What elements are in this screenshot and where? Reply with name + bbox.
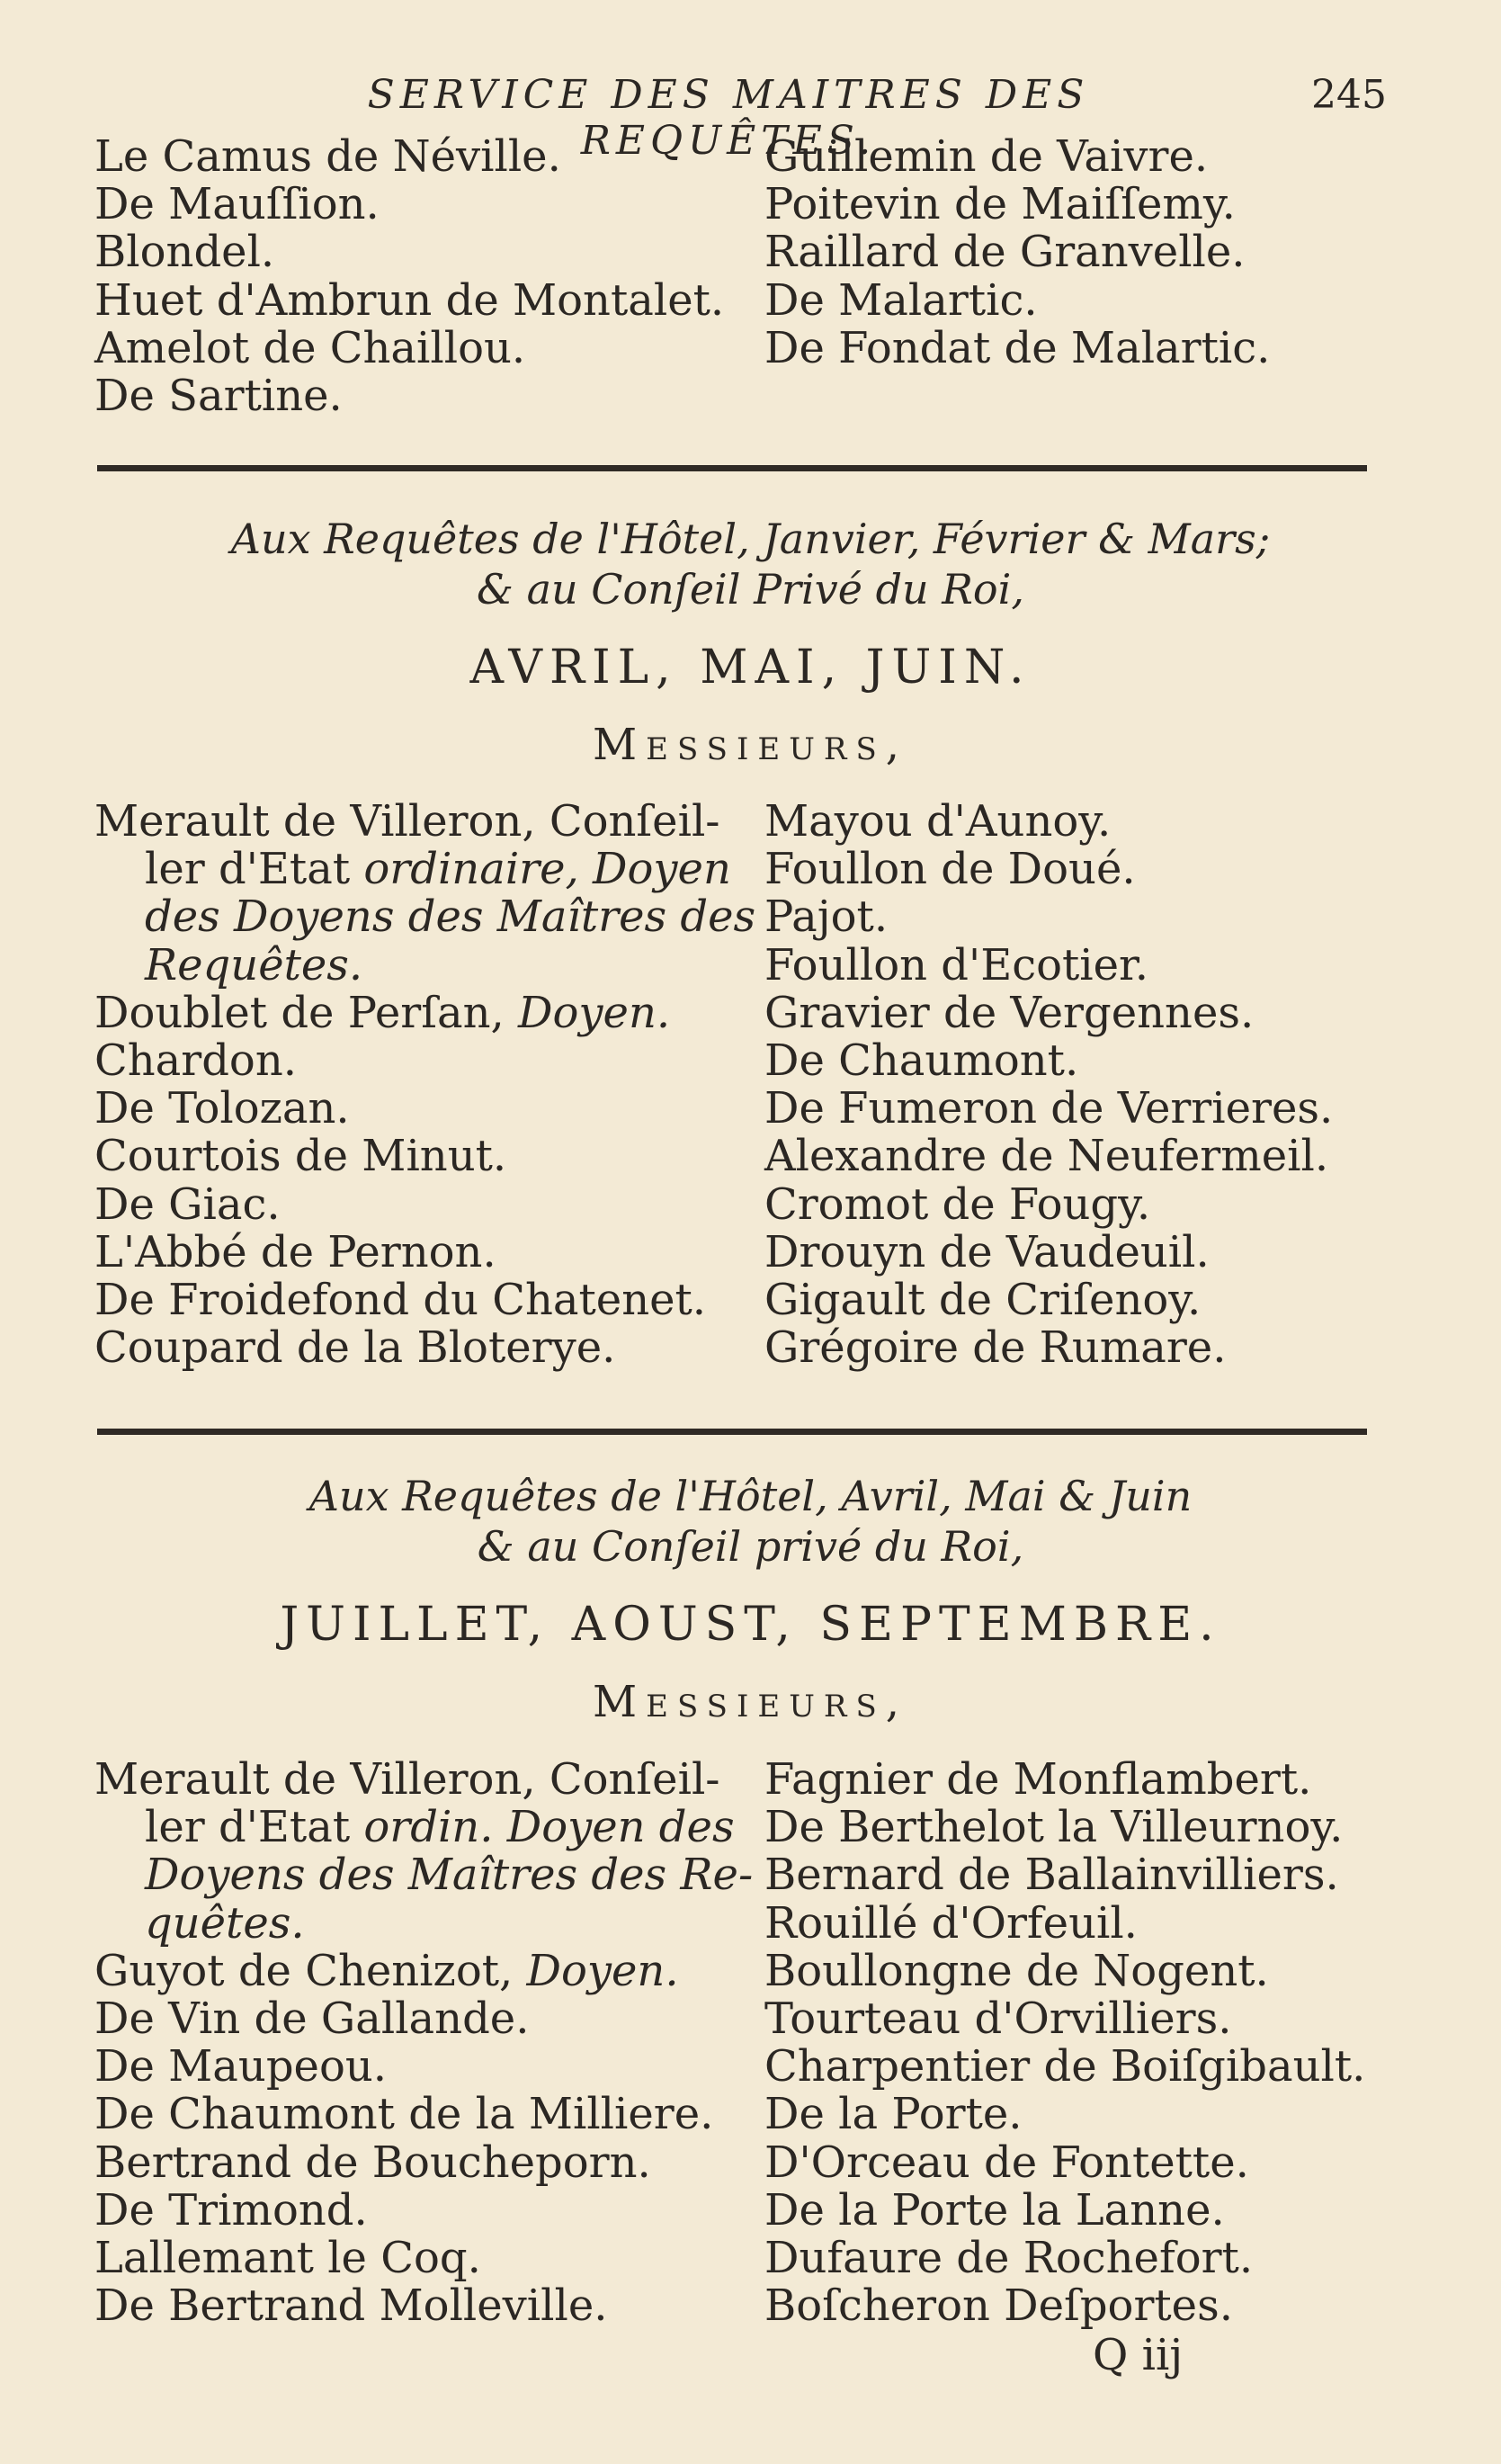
page-number: 245: [1311, 72, 1387, 118]
section2-right-column: [764, 1756, 1412, 2330]
section1-right-column: [764, 798, 1412, 1372]
list-item: Tourteau d'Orvilliers.: [764, 1994, 1232, 2045]
list-item: Guyot de Chenizot, Doyen.: [94, 1945, 679, 1996]
list-item: Grégoire de Rumare.: [764, 1322, 1227, 1374]
section2-months: JUILLET, AOUST, SEPTEMBRE.: [280, 1598, 1221, 1652]
list-item: De Chaumont de la Milliere.: [94, 2089, 714, 2140]
list-item: De Sartine.: [94, 371, 343, 422]
section2-heading: Aux Requêtes de l'Hôtel, Avril, Mai & Juin: [308, 1472, 1193, 1520]
list-item: Pajot.: [764, 892, 889, 943]
section1-heading: Aux Requêtes de l'Hôtel, Janvier, Février & Mars;: [230, 515, 1271, 563]
list-item: Huet d'Ambrun de Montalet.: [94, 274, 725, 326]
list-item: Gigault de Criſenoy.: [764, 1275, 1202, 1326]
list-item: De la Porte.: [764, 2089, 1023, 2140]
list-item: Chardon.: [94, 1035, 297, 1087]
list-item: Raillard de Granvelle.: [764, 227, 1246, 278]
list-item: Boſcheron Deſportes.: [764, 2280, 1233, 2332]
list-item-continued: Doyens des Maîtres des Re-: [145, 1850, 754, 1901]
list-item: De Giac.: [94, 1178, 281, 1230]
running-title: SERVICE DES MAITRES DES REQUÊTES.: [367, 72, 1090, 164]
list-item: D'Orceau de Fontette.: [764, 2137, 1249, 2188]
list-item: De Trimond.: [94, 2184, 368, 2236]
list-item: Doublet de Perſan, Doyen.: [94, 987, 671, 1038]
list-item: Foullon de Doué.: [764, 844, 1136, 895]
list-item: Dufaure de Rochefort.: [764, 2233, 1254, 2284]
top-list-right: [764, 133, 1412, 372]
list-item: Bertrand de Boucheporn.: [94, 2137, 651, 2188]
list-item: De Fumeron de Verrieres.: [764, 1083, 1334, 1134]
signature-mark: Q iij: [1093, 2330, 1184, 2380]
list-item: Merault de Villeron, Conſeil-: [94, 796, 720, 847]
list-item: Courtois de Minut.: [94, 1131, 507, 1182]
section2-subheading: & au Conſeil privé du Roi,: [477, 1522, 1024, 1571]
list-item: Merault de Villeron, Conſeil-: [94, 1754, 720, 1805]
list-item: Lallemant le Coq.: [94, 2233, 481, 2284]
list-item: Amelot de Chaillou.: [94, 322, 526, 373]
list-item: Coupard de la Bloterye.: [94, 1322, 616, 1374]
list-item: De Fondat de Malartic.: [764, 322, 1271, 373]
list-item: De Malartic.: [764, 274, 1038, 326]
list-item: Rouillé d'Orfeuil.: [764, 1897, 1138, 1949]
list-item: De Mauſſion.: [94, 179, 380, 230]
section1-subheading: & au Conſeil Privé du Roi,: [477, 565, 1024, 614]
section-divider: [97, 465, 1367, 471]
list-item: De Chaumont.: [764, 1035, 1079, 1087]
section1-left-column: [94, 796, 756, 1374]
top-list-left: [94, 133, 742, 420]
list-item: Bernard de Ballainvilliers.: [764, 1850, 1339, 1901]
list-item: Gravier de Vergennes.: [764, 987, 1255, 1038]
list-item: De Tolozan.: [94, 1083, 350, 1134]
list-item: De Bertrand Molleville.: [94, 2280, 608, 2332]
list-item: Boullongne de Nogent.: [764, 1945, 1269, 1996]
list-item: Fagnier de Monflambert.: [764, 1754, 1312, 1805]
list-item: Guillemin de Vaivre.: [764, 131, 1209, 182]
list-item: Alexandre de Neufermeil.: [764, 1131, 1329, 1182]
list-item-continued: des Doyens des Maîtres des: [145, 892, 756, 943]
list-item: Cromot de Fougy.: [764, 1178, 1151, 1230]
list-item: De Vin de Gallande.: [94, 1994, 530, 2045]
list-item-continued: ler d'Etat ordinaire, Doyen: [145, 844, 731, 895]
list-item: Blondel.: [94, 227, 275, 278]
section2-left-column: [94, 1754, 754, 2332]
list-item: Charpentier de Boiſgibault.: [764, 2041, 1366, 2092]
list-item: De Froidefond du Chatenet.: [94, 1275, 707, 1326]
list-item-continued: ler d'Etat ordin. Doyen des: [145, 1802, 735, 1853]
list-item: Mayou d'Aunoy.: [764, 796, 1112, 847]
section1-months: AVRIL, MAI, JUIN.: [469, 641, 1032, 694]
list-item: L'Abbé de Pernon.: [94, 1226, 496, 1277]
list-item: De Maupeou.: [94, 2041, 388, 2092]
section1-messieurs: Messieurs,: [592, 720, 908, 770]
list-item-continued: quêtes.: [145, 1897, 305, 1949]
list-item: Poitevin de Maiſſemy.: [764, 179, 1236, 230]
section-divider: [97, 1429, 1367, 1435]
list-item: Foullon d'Ecotier.: [764, 939, 1148, 990]
list-item: De la Porte la Lanne.: [764, 2184, 1225, 2236]
list-item: Le Camus de Néville.: [94, 131, 561, 182]
list-item: De Berthelot la Villeurnoy.: [764, 1802, 1344, 1853]
list-item-continued: Requêtes.: [145, 939, 363, 990]
section2-messieurs: Messieurs,: [592, 1677, 908, 1727]
list-item: Drouyn de Vaudeuil.: [764, 1226, 1210, 1277]
